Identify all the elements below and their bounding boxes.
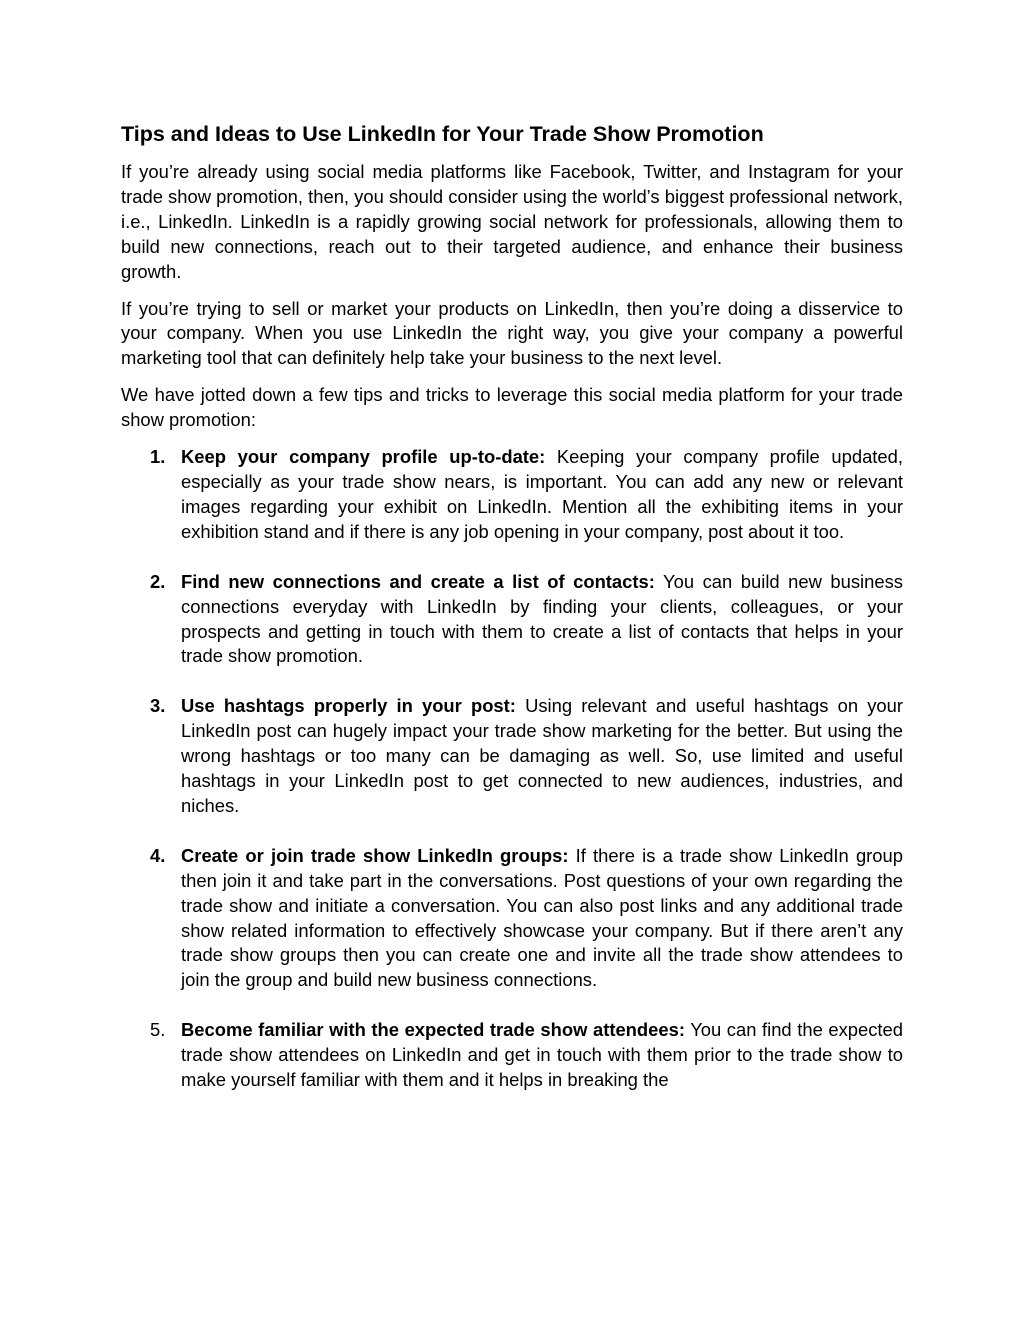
list-item-text: Keeping your company profile updated, especially as your trade show nears, is important. You can add any new or relevant images regarding your exhibit on LinkedIn. Mention all the exhibiting items in your exhibition stand and if there is any job opening in your company, post about it too. bbox=[181, 446, 903, 542]
list-item bbox=[121, 445, 903, 545]
list-item-text: You can find the expected trade show attendees on LinkedIn and get in touch with them prior to the trade show to make yourself familiar with them and it helps in breaking the bbox=[181, 1019, 903, 1091]
list-item-number: 5. bbox=[150, 1019, 166, 1041]
list-item bbox=[121, 1018, 903, 1093]
list-item bbox=[121, 694, 903, 819]
list-item-heading: Become familiar with the expected trade show attendees: bbox=[181, 1019, 685, 1041]
list-item-heading: Use hashtags properly in your post: bbox=[181, 695, 516, 717]
list-item-heading: Create or join trade show LinkedIn groups: bbox=[181, 844, 569, 866]
second-paragraph: If you’re trying to sell or market your products on LinkedIn, then you’re doing a disservice to your company. When you use LinkedIn the right way, you give your company a powerful marketing tool that can definitely help take your business to the next level. bbox=[121, 297, 903, 369]
list-item-text: If there is a trade show LinkedIn group then join it and take part in the conversations. Post questions of your own regarding the trade show and initiate a conversation. You can also post links and any additional trade show related information to effectively showcase your company. But if there aren’t any trade show groups then you can create one and invite all the trade show attendees to join the group and build new business connections. bbox=[181, 844, 903, 991]
list-item-number: 1. bbox=[150, 446, 166, 468]
list-item-number: 4. bbox=[150, 844, 166, 866]
list-item-text: You can build new business connections everyday with LinkedIn by finding your clients, colleagues, or your prospects and getting in touch with them to create a list of contacts that helps in your trade show promotion. bbox=[181, 570, 903, 667]
tips-list bbox=[121, 445, 903, 1093]
list-item-heading: Keep your company profile up-to-date: bbox=[181, 446, 546, 468]
intro-paragraph: If you’re already using social media platforms like Facebook, Twitter, and Instagram for your trade show promotion, then, you should consider using the world’s biggest professional network, i.e., LinkedIn. LinkedIn is a rapidly growing social network for professionals, allowing them to build new connections, reach out to their targeted audience, and enhance their business growth. bbox=[121, 161, 903, 282]
document-title: Tips and Ideas to Use LinkedIn for Your Trade Show Promotion bbox=[121, 122, 764, 146]
list-item-text: Using relevant and useful hashtags on your LinkedIn post can hugely impact your trade show marketing for the better. But using the wrong hashtags or too many can be damaging as well. So, use limited and useful hashtags in your LinkedIn post to get connected to new audiences, industries, and niches. bbox=[181, 695, 904, 816]
list-item-number: 2. bbox=[150, 570, 166, 592]
list-item bbox=[121, 844, 903, 993]
document-page bbox=[121, 120, 903, 1118]
list-item-heading: Find new connections and create a list of contacts: bbox=[181, 570, 655, 592]
list-item-number: 3. bbox=[150, 695, 166, 717]
list-intro-paragraph: We have jotted down a few tips and tricks to leverage this social media platform for your trade show promotion: bbox=[121, 384, 903, 431]
list-item bbox=[121, 570, 903, 670]
